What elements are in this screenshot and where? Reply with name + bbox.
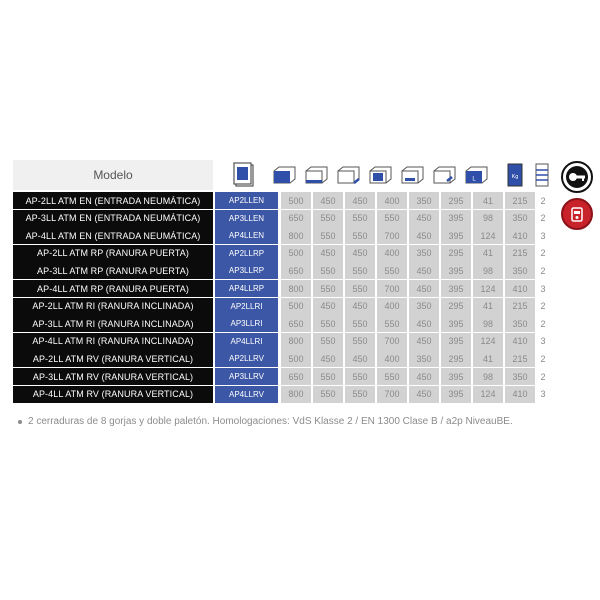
table-row <box>13 192 549 209</box>
value-cell: 450 <box>345 192 375 209</box>
table-row <box>13 368 549 385</box>
value-cell: 550 <box>313 262 343 279</box>
model-cell: AP-2LL ATM RP (RANURA PUERTA) <box>13 245 213 262</box>
value-cell: 500 <box>281 298 311 315</box>
code-cell: AP4LLRI <box>215 333 278 350</box>
value-cell: 2 <box>540 213 546 224</box>
shelves-icon <box>531 160 553 190</box>
model-cell: AP-3LL ATM RP (RANURA PUERTA) <box>13 262 213 279</box>
value-cell: 550 <box>345 280 375 297</box>
table-row <box>13 350 549 367</box>
combination-lock-icon <box>561 198 593 230</box>
value-cell: 395 <box>441 262 471 279</box>
value-cell: 350 <box>409 192 439 209</box>
value-cell: 395 <box>441 368 471 385</box>
code-cell: AP2LLEN <box>215 192 278 209</box>
model-cell: AP-4LL ATM RV (RANURA VERTICAL) <box>13 386 213 403</box>
value-cell: 295 <box>441 245 471 262</box>
value-cell: 450 <box>409 227 439 244</box>
value-cell: 700 <box>377 333 407 350</box>
key-lock-icon <box>561 161 593 193</box>
value-cell: 350 <box>505 315 535 332</box>
value-cell: 2 <box>540 265 546 276</box>
safe-depth-icon <box>333 160 363 190</box>
value-cell: 295 <box>441 192 471 209</box>
svg-text:L: L <box>472 176 476 183</box>
value-cell: 350 <box>409 245 439 262</box>
value-cell: 400 <box>377 350 407 367</box>
value-cell: 3 <box>540 230 546 241</box>
value-cell: 3 <box>540 389 546 400</box>
code-cell: AP3LLRI <box>215 315 278 332</box>
code-cell: AP2LLRV <box>215 350 278 367</box>
code-cell: AP2LLRI <box>215 298 278 315</box>
table-row <box>13 245 549 262</box>
table-header <box>13 160 549 192</box>
value-cell: 215 <box>505 350 535 367</box>
value-cell: 124 <box>473 227 503 244</box>
value-cell: 395 <box>441 210 471 227</box>
safe-width-icon <box>301 160 331 190</box>
value-cell: 3 <box>540 283 546 294</box>
value-cell: 410 <box>505 386 535 403</box>
model-cell: AP-4LL ATM RI (RANURA INCLINADA) <box>13 333 213 350</box>
value-cell: 350 <box>505 368 535 385</box>
value-cell: 550 <box>345 210 375 227</box>
value-cell: 410 <box>505 280 535 297</box>
value-cell: 550 <box>313 315 343 332</box>
code-cell: AP4LLRP <box>215 280 278 297</box>
value-cell: 550 <box>377 262 407 279</box>
model-cell: AP-4LL ATM RP (RANURA PUERTA) <box>13 280 213 297</box>
value-cell: 450 <box>345 350 375 367</box>
value-cell: 550 <box>313 333 343 350</box>
note-text: 2 cerraduras de 8 gorjas y doble paletón. Homologaciones: VdS Klasse 2 / EN 1300 Clase B / a2p NiveauBE. <box>28 416 513 427</box>
value-cell: 550 <box>377 368 407 385</box>
value-cell: 98 <box>473 210 503 227</box>
table-row <box>13 227 549 244</box>
value-cell: 400 <box>377 245 407 262</box>
value-cell: 410 <box>505 227 535 244</box>
liters-icon <box>461 160 491 190</box>
value-cell: 450 <box>313 298 343 315</box>
model-cell: AP-3LL ATM EN (ENTRADA NEUMÁTICA) <box>13 210 213 227</box>
value-cell: 550 <box>313 227 343 244</box>
safe-height-icon <box>269 160 299 190</box>
code-cell: AP4LLRV <box>215 386 278 403</box>
value-cell: 550 <box>313 210 343 227</box>
value-cell: 450 <box>313 350 343 367</box>
value-cell: 450 <box>313 192 343 209</box>
value-cell: 3 <box>540 336 546 347</box>
value-cell: 215 <box>505 192 535 209</box>
value-cell: 215 <box>505 298 535 315</box>
value-cell: 450 <box>409 333 439 350</box>
value-cell: 400 <box>377 192 407 209</box>
table-row <box>13 386 549 403</box>
value-cell: 98 <box>473 262 503 279</box>
value-cell: 395 <box>441 386 471 403</box>
value-cell: 2 <box>540 301 546 312</box>
value-cell: 550 <box>345 227 375 244</box>
value-cell: 550 <box>345 315 375 332</box>
value-cell: 450 <box>409 315 439 332</box>
value-cell: 395 <box>441 227 471 244</box>
table-row <box>13 315 549 332</box>
note-bullet <box>18 416 513 427</box>
code-cell: AP3LLRV <box>215 368 278 385</box>
value-cell: 215 <box>505 245 535 262</box>
code-cell: AP3LLEN <box>215 210 278 227</box>
value-cell: 550 <box>377 210 407 227</box>
value-cell: 500 <box>281 245 311 262</box>
table-row <box>13 298 549 315</box>
value-cell: 800 <box>281 227 311 244</box>
value-cell: 395 <box>441 333 471 350</box>
value-cell: 700 <box>377 227 407 244</box>
value-cell: 550 <box>313 280 343 297</box>
svg-text:Kg: Kg <box>511 174 519 180</box>
code-cell: AP2LLRP <box>215 245 278 262</box>
weight-kg-icon <box>503 160 527 190</box>
value-cell: 650 <box>281 368 311 385</box>
value-cell: 700 <box>377 386 407 403</box>
value-cell: 98 <box>473 315 503 332</box>
value-cell: 450 <box>313 245 343 262</box>
value-cell: 800 <box>281 280 311 297</box>
value-cell: 650 <box>281 210 311 227</box>
value-cell: 500 <box>281 192 311 209</box>
value-cell: 124 <box>473 280 503 297</box>
value-cell: 2 <box>540 353 546 364</box>
value-cell: 2 <box>540 371 546 382</box>
value-cell: 700 <box>377 280 407 297</box>
value-cell: 41 <box>473 298 503 315</box>
safe-front-icon <box>226 160 262 190</box>
value-cell: 550 <box>313 368 343 385</box>
value-cell: 350 <box>505 210 535 227</box>
value-cell: 395 <box>441 280 471 297</box>
value-cell: 450 <box>345 298 375 315</box>
value-cell: 295 <box>441 298 471 315</box>
value-cell: 350 <box>505 262 535 279</box>
model-cell: AP-3LL ATM RI (RANURA INCLINADA) <box>13 315 213 332</box>
value-cell: 124 <box>473 333 503 350</box>
value-cell: 350 <box>409 298 439 315</box>
bullet-dot <box>18 420 22 424</box>
value-cell: 41 <box>473 245 503 262</box>
model-cell: AP-2LL ATM RI (RANURA INCLINADA) <box>13 298 213 315</box>
value-cell: 2 <box>540 195 546 206</box>
table-row <box>13 262 549 279</box>
value-cell: 550 <box>345 368 375 385</box>
value-cell: 450 <box>345 245 375 262</box>
specs-table <box>13 160 549 400</box>
value-cell: 500 <box>281 350 311 367</box>
model-cell: AP-2LL ATM EN (ENTRADA NEUMÁTICA) <box>13 192 213 209</box>
value-cell: 550 <box>377 315 407 332</box>
value-cell: 800 <box>281 333 311 350</box>
value-cell: 650 <box>281 315 311 332</box>
value-cell: 400 <box>377 298 407 315</box>
value-cell: 450 <box>409 280 439 297</box>
value-cell: 450 <box>409 368 439 385</box>
model-cell: AP-2LL ATM RV (RANURA VERTICAL) <box>13 350 213 367</box>
value-cell: 450 <box>409 210 439 227</box>
value-cell: 41 <box>473 350 503 367</box>
value-cell: 800 <box>281 386 311 403</box>
safe-inner-depth-icon <box>429 160 459 190</box>
value-cell: 450 <box>409 262 439 279</box>
model-cell: AP-4LL ATM EN (ENTRADA NEUMÁTICA) <box>13 227 213 244</box>
value-cell: 98 <box>473 368 503 385</box>
code-cell: AP3LLRP <box>215 262 278 279</box>
value-cell: 550 <box>345 333 375 350</box>
value-cell: 410 <box>505 333 535 350</box>
value-cell: 650 <box>281 262 311 279</box>
value-cell: 550 <box>345 386 375 403</box>
model-column-header: Modelo <box>13 160 213 190</box>
value-cell: 124 <box>473 386 503 403</box>
table-row <box>13 280 549 297</box>
value-cell: 41 <box>473 192 503 209</box>
table-row <box>13 333 549 350</box>
value-cell: 395 <box>441 315 471 332</box>
code-cell: AP4LLEN <box>215 227 278 244</box>
value-cell: 550 <box>345 262 375 279</box>
model-cell: AP-3LL ATM RV (RANURA VERTICAL) <box>13 368 213 385</box>
safe-inner-width-icon <box>397 160 427 190</box>
value-cell: 2 <box>540 248 546 259</box>
value-cell: 295 <box>441 350 471 367</box>
value-cell: 2 <box>540 318 546 329</box>
table-row <box>13 210 549 227</box>
value-cell: 450 <box>409 386 439 403</box>
value-cell: 550 <box>313 386 343 403</box>
value-cell: 350 <box>409 350 439 367</box>
safe-inner-height-icon <box>365 160 395 190</box>
